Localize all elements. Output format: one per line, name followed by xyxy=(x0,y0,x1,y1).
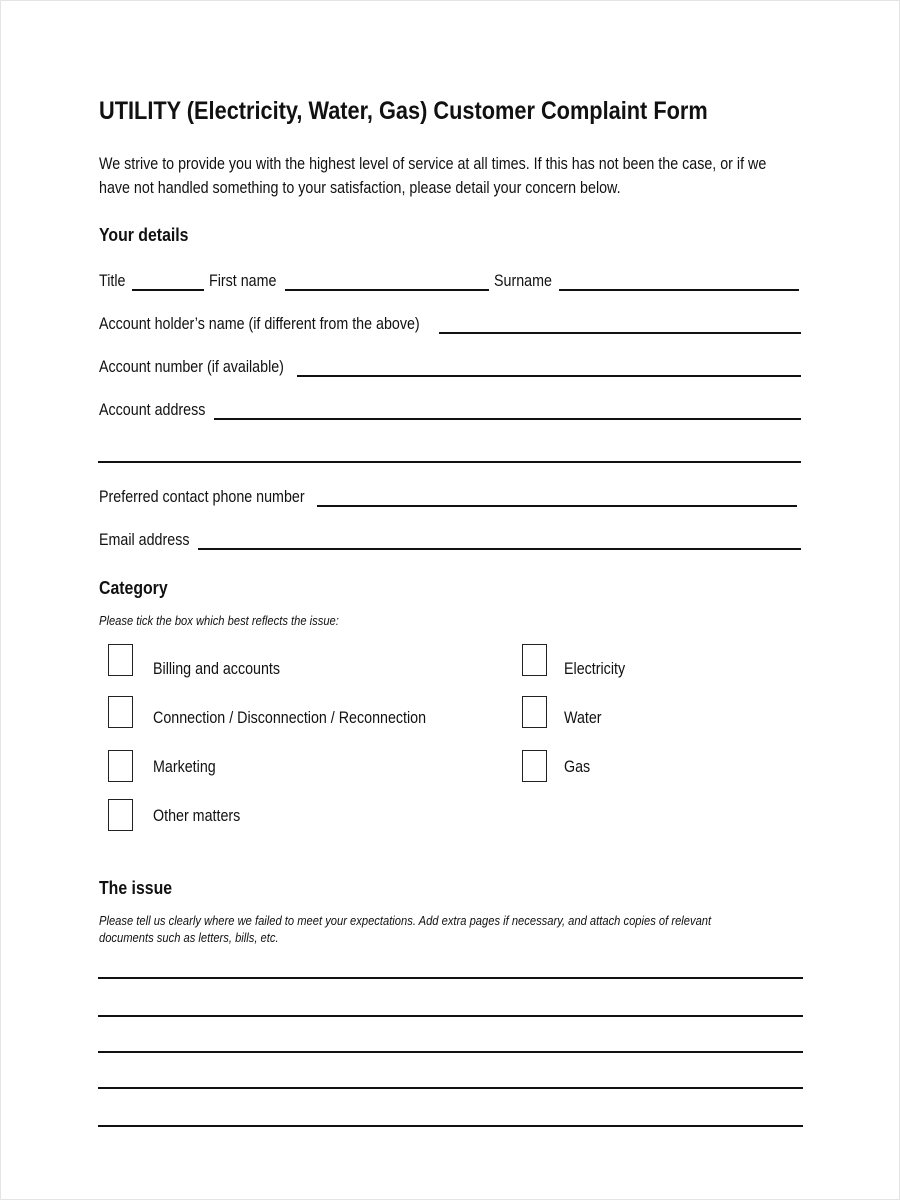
phone-label: Preferred contact phone number xyxy=(99,487,305,506)
account-number-label: Account number (if available) xyxy=(99,357,284,376)
form-title: UTILITY (Electricity, Water, Gas) Customer Complaint Form xyxy=(99,97,708,125)
surname-field[interactable] xyxy=(559,289,799,291)
phone-field[interactable] xyxy=(317,505,797,507)
email-label: Email address xyxy=(99,530,190,549)
checkbox-connection[interactable] xyxy=(108,696,133,728)
option-billing: Billing and accounts xyxy=(153,659,281,678)
surname-label: Surname xyxy=(494,271,552,290)
issue-heading: The issue xyxy=(99,878,173,898)
account-address-field[interactable] xyxy=(214,418,801,420)
checkbox-billing[interactable] xyxy=(108,644,133,676)
account-number-field[interactable] xyxy=(297,375,801,377)
first-name-label: First name xyxy=(209,271,277,290)
issue-line[interactable] xyxy=(98,1051,803,1053)
account-holder-field[interactable] xyxy=(439,332,801,334)
issue-instruction-2: documents such as letters, bills, etc. xyxy=(99,930,279,945)
intro-line-1: We strive to provide you with the highest level of service at all times. If this has not been the case, or if we xyxy=(99,154,767,173)
account-address-label: Account address xyxy=(99,400,206,419)
account-holder-label: Account holder’s name (if different from the above) xyxy=(99,314,420,333)
issue-line[interactable] xyxy=(98,1087,803,1089)
checkbox-marketing[interactable] xyxy=(108,750,133,782)
issue-line[interactable] xyxy=(98,1015,803,1017)
checkbox-electricity[interactable] xyxy=(522,644,547,676)
issue-line[interactable] xyxy=(98,1125,803,1127)
option-electricity: Electricity xyxy=(564,659,626,678)
checkbox-other[interactable] xyxy=(108,799,133,831)
category-instruction: Please tick the box which best reflects the issue: xyxy=(99,613,339,628)
first-name-field[interactable] xyxy=(285,289,489,291)
option-connection: Connection / Disconnection / Reconnection xyxy=(153,708,427,727)
your-details-heading: Your details xyxy=(99,225,189,245)
checkbox-gas[interactable] xyxy=(522,750,547,782)
option-marketing: Marketing xyxy=(153,757,216,776)
option-other: Other matters xyxy=(153,806,241,825)
account-address-field-line-2[interactable] xyxy=(98,461,801,463)
checkbox-water[interactable] xyxy=(522,696,547,728)
email-field[interactable] xyxy=(198,548,801,550)
category-heading: Category xyxy=(99,578,168,598)
option-gas: Gas xyxy=(564,757,591,776)
issue-line[interactable] xyxy=(98,977,803,979)
title-field[interactable] xyxy=(132,289,204,291)
issue-instruction-1: Please tell us clearly where we failed to meet your expectations. Add extra pages if necessary, and attach copies of relevant xyxy=(99,913,712,928)
title-label: Title xyxy=(99,271,126,290)
option-water: Water xyxy=(564,708,602,727)
intro-line-2: have not handled something to your satisfaction, please detail your concern below. xyxy=(99,178,621,197)
